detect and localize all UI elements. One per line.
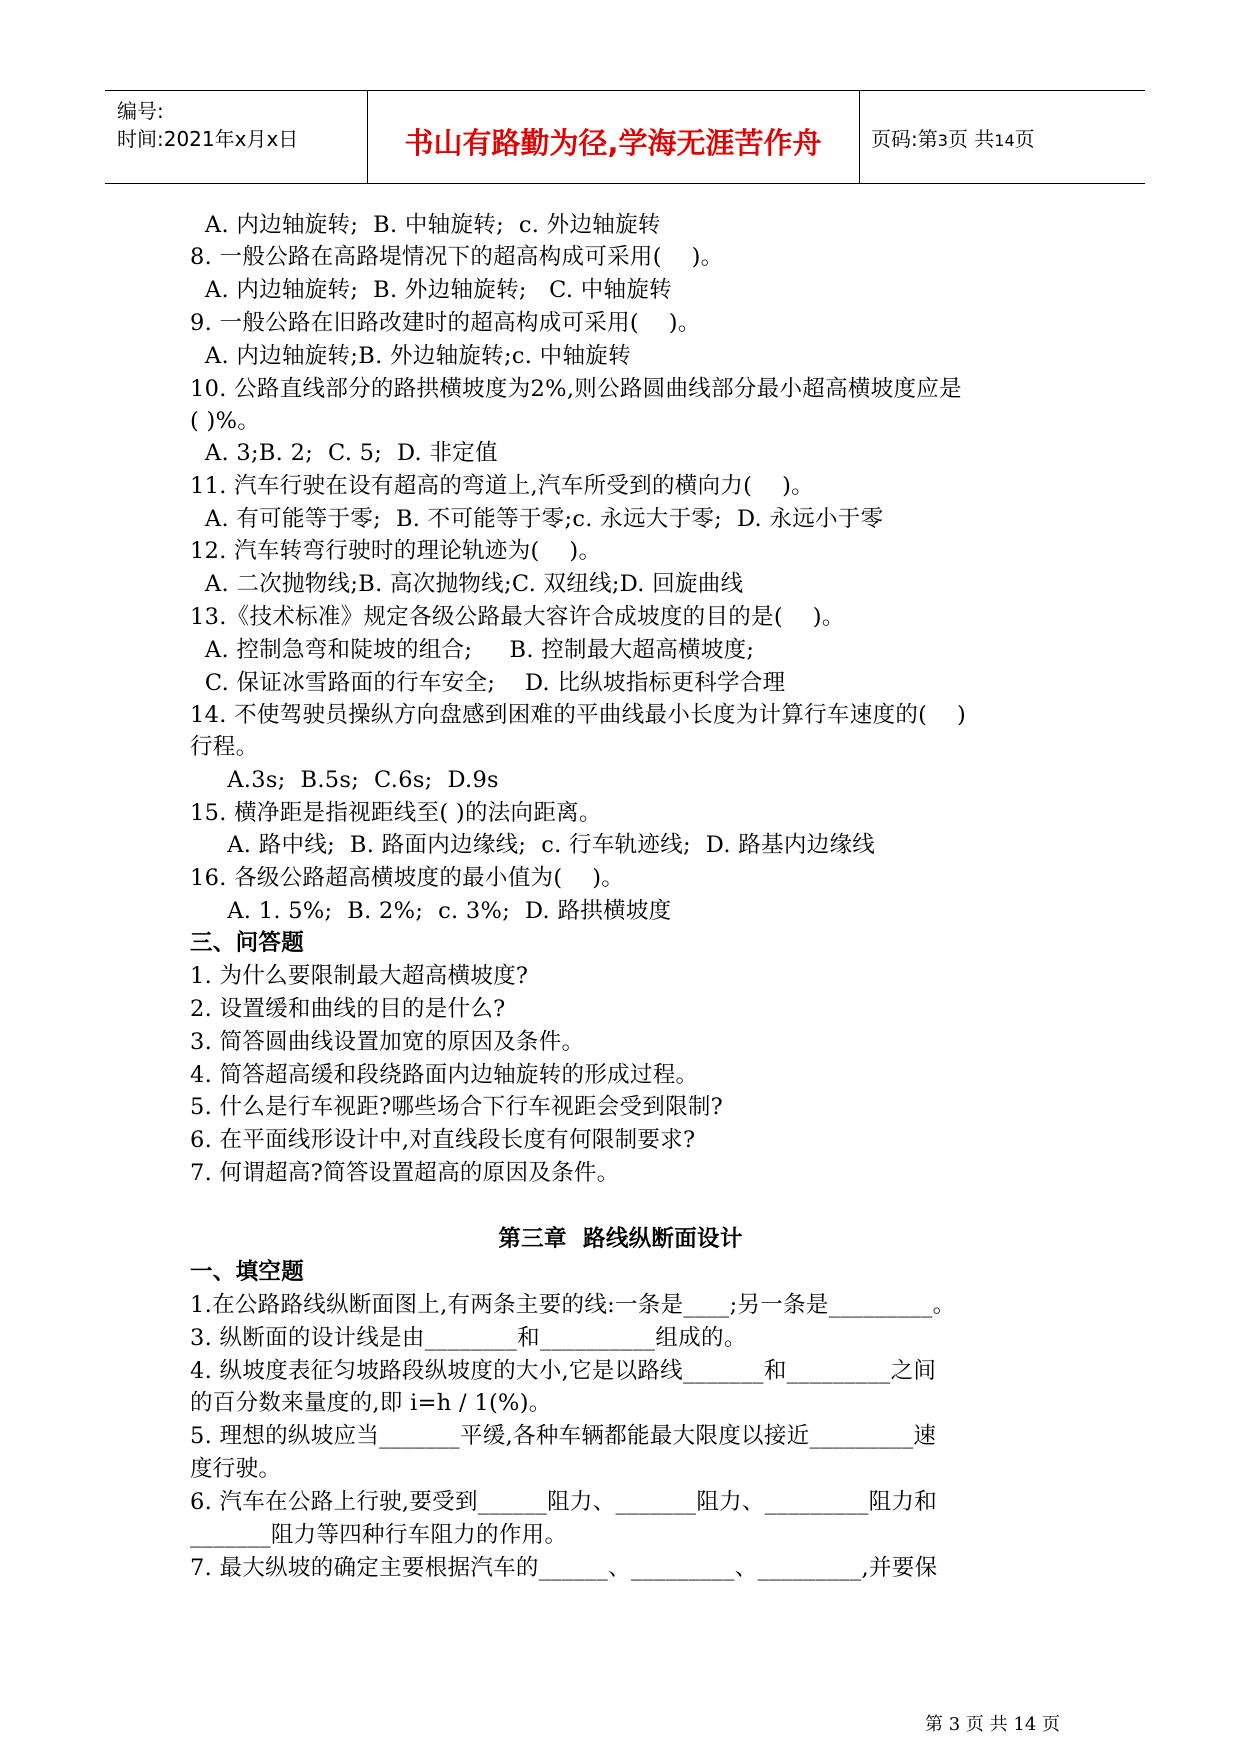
fill-line: 3. 纵断面的设计线是由________和__________组成的。 xyxy=(190,1325,747,1351)
text-line: A. 路中线; B. 路面内边缘线; c. 行车轨迹线; D. 路基内边缘线 xyxy=(190,832,876,858)
text-line: A.3s; B.5s; C.6s; D.9s xyxy=(190,767,499,793)
text-line: A. 内边轴旋转; B. 外边轴旋转; C. 中轴旋转 xyxy=(190,277,672,303)
fill-line: 4. 纵坡度表征匀坡路段纵坡度的大小,它是以路线_______和_________之间 xyxy=(190,1358,937,1384)
text-line: ( )%。 xyxy=(190,408,261,434)
text-line: 12. 汽车转弯行驶时的理论轨迹为( )。 xyxy=(190,538,602,564)
question-line: 3. 简答圆曲线设置加宽的原因及条件。 xyxy=(190,1029,585,1055)
section-heading: 三、问答题 xyxy=(190,930,305,956)
text-line: 13.《技术标准》规定各级公路最大容许合成坡度的目的是( )。 xyxy=(190,604,845,630)
page-footer: 第 3 页 共 14 页 xyxy=(925,1714,1060,1735)
fill-line: 6. 汽车在公路上行驶,要受到______阻力、_______阻力、_________阻力和 xyxy=(190,1489,938,1515)
fill-line: 度行驶。 xyxy=(190,1456,282,1482)
page-suffix: 页 xyxy=(1014,127,1035,151)
question-line: 2. 设置缓和曲线的目的是什么? xyxy=(190,996,506,1022)
fill-line: 的百分数来量度的,即 i=h / 1(%)。 xyxy=(190,1390,552,1416)
header-divider xyxy=(367,91,368,183)
section-heading: 一、填空题 xyxy=(190,1259,305,1285)
text-line: A. 1. 5%; B. 2%; c. 3%; D. 路拱横坡度 xyxy=(190,898,672,924)
text-line: 8. 一般公路在高路堤情况下的超高构成可采用( )。 xyxy=(190,244,724,270)
fill-line: _______阻力等四种行车阻力的作用。 xyxy=(190,1522,568,1548)
text-line: A. 3;B. 2; C. 5; D. 非定值 xyxy=(190,440,498,466)
page-number: 3 xyxy=(937,131,948,150)
question-line: 5. 什么是行车视距?哪些场合下行车视距会受到限制? xyxy=(190,1094,724,1120)
fill-line: 5. 理想的纵坡应当_______平缓,各种车辆都能最大限度以接近_________速 xyxy=(190,1423,937,1449)
text-line: A. 内边轴旋转; B. 中轴旋转; c. 外边轴旋转 xyxy=(190,212,661,238)
text-line: 行程。 xyxy=(190,734,259,760)
time-label: 时间:2021年x月x日 xyxy=(117,127,299,151)
page-total: 14 xyxy=(994,131,1015,150)
question-line: 4. 简答超高缓和段绕路面内边轴旋转的形成过程。 xyxy=(190,1062,699,1088)
text-line: 10. 公路直线部分的路拱横坡度为2%,则公路圆曲线部分最小超高横坡度应是 xyxy=(190,376,962,402)
header-meta xyxy=(117,97,298,153)
header-motto: 书山有路勤为径,学海无涯苦作舟 xyxy=(404,126,822,160)
page-mid: 页 共 xyxy=(947,127,995,151)
text-line: A. 有可能等于零; B. 不可能等于零;c. 永远大于零; D. 永远小于零 xyxy=(190,506,884,532)
text-line: 15. 横净距是指视距线至( )的法向距离。 xyxy=(190,800,602,826)
fill-line: 7. 最大纵坡的确定主要根据汽车的______、_________、_________,并要保 xyxy=(190,1555,938,1581)
page-header xyxy=(105,90,1145,184)
header-page-code xyxy=(871,123,1035,152)
chapter-title: 第三章 路线纵断面设计 xyxy=(498,1226,743,1252)
text-line: 9. 一般公路在旧路改建时的超高构成可采用( )。 xyxy=(190,310,701,336)
text-line: 11. 汽车行驶在设有超高的弯道上,汽车所受到的横向力( )。 xyxy=(190,473,814,499)
text-line: C. 保证冰雪路面的行车安全; D. 比纵坡指标更科学合理 xyxy=(190,670,786,696)
question-line: 7. 何谓超高?简答设置超高的原因及条件。 xyxy=(190,1160,620,1186)
text-line: A. 内边轴旋转;B. 外边轴旋转;c. 中轴旋转 xyxy=(190,343,631,369)
text-line: 16. 各级公路超高横坡度的最小值为( )。 xyxy=(190,865,625,891)
page-prefix: 页码:第 xyxy=(871,127,938,151)
header-divider xyxy=(859,91,860,183)
text-line: 14. 不使驾驶员操纵方向盘感到困难的平曲线最小长度为计算行车速度的( ) xyxy=(190,702,967,728)
text-line: A. 二次抛物线;B. 高次抛物线;C. 双纽线;D. 回旋曲线 xyxy=(190,571,744,597)
question-line: 1. 为什么要限制最大超高横坡度? xyxy=(190,963,529,989)
question-line: 6. 在平面线形设计中,对直线段长度有何限制要求? xyxy=(190,1127,696,1153)
number-label: 编号: xyxy=(117,99,164,123)
fill-line: 1.在公路路线纵断面图上,有两条主要的线:一条是____;另一条是_________。 xyxy=(190,1292,956,1318)
text-line: A. 控制急弯和陡坡的组合; B. 控制最大超高横坡度; xyxy=(190,637,755,663)
